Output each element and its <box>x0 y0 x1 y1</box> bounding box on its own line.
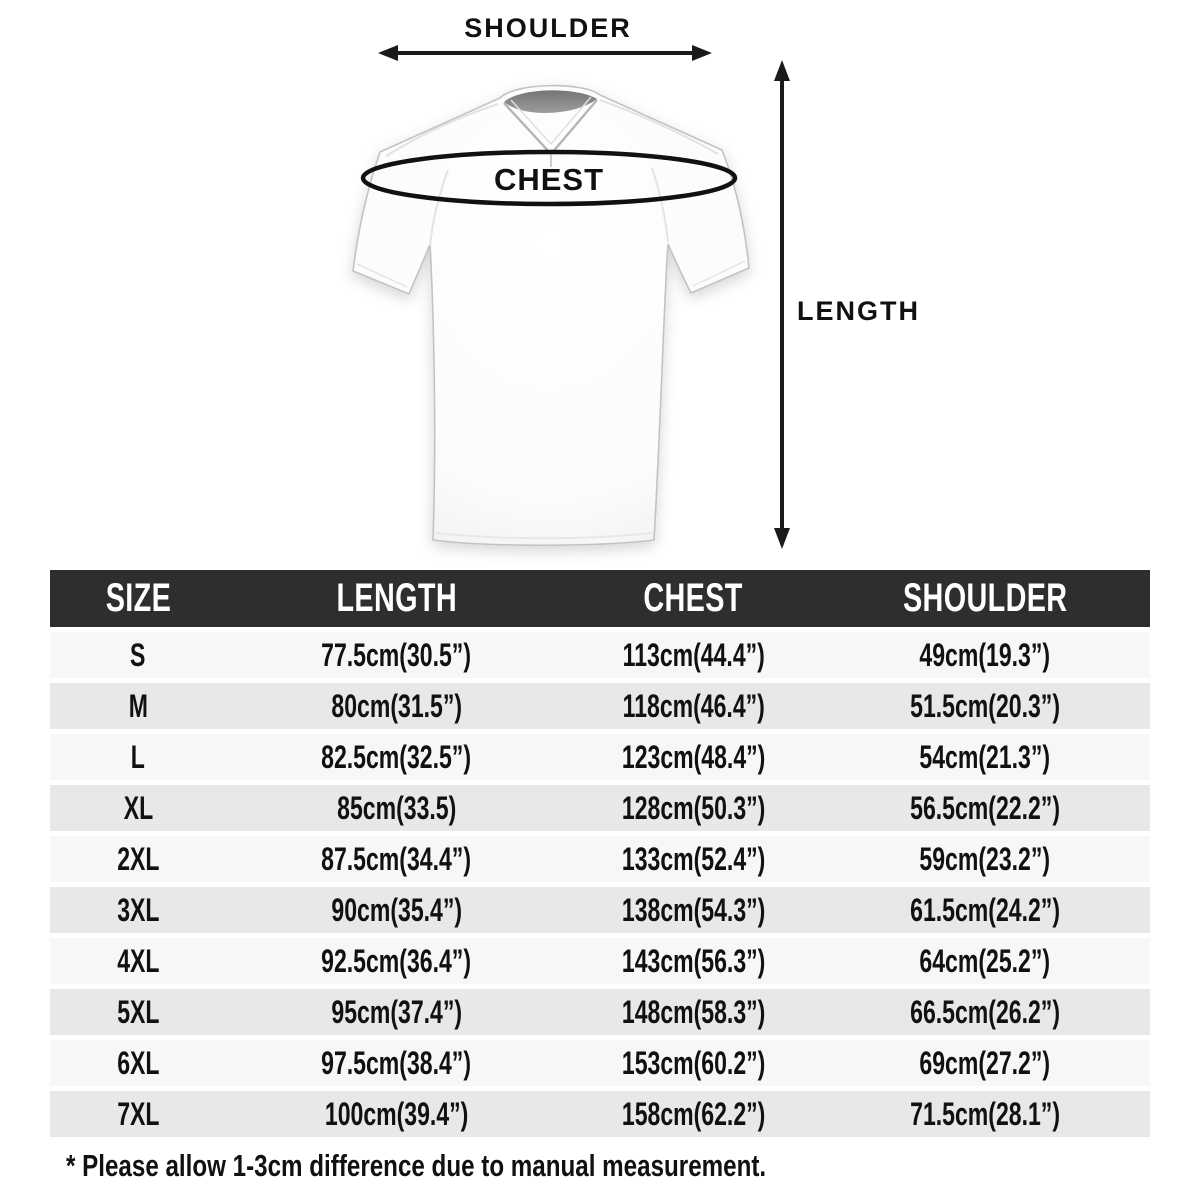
size-cell: S <box>130 636 146 673</box>
chest-cell: 153cm(60.2”) <box>621 1044 766 1081</box>
length-measure-label: LENGTH <box>797 296 920 326</box>
table-row-s <box>50 632 1150 678</box>
size-cell: 2XL <box>116 840 160 877</box>
length-arrow <box>774 60 790 549</box>
length-cell: 100cm(39.4”) <box>324 1095 469 1132</box>
size-cell: XL <box>123 789 153 826</box>
chest-cell: 138cm(54.3”) <box>621 891 766 928</box>
shoulder-cell: 51.5cm(20.3”) <box>910 687 1060 724</box>
size-table <box>50 570 1150 1137</box>
shoulder-arrow <box>378 45 712 61</box>
shoulder-cell: 59cm(23.2”) <box>919 840 1051 877</box>
measurement-diagram <box>0 0 1200 570</box>
table-row-m <box>50 683 1150 729</box>
length-cell: 95cm(37.4”) <box>331 993 462 1030</box>
chest-cell: 158cm(62.2”) <box>621 1095 766 1132</box>
table-row-7xl <box>50 1091 1150 1137</box>
size-cell: M <box>128 687 148 724</box>
shoulder-measure-label: SHOULDER <box>464 13 632 43</box>
chest-cell: 123cm(48.4”) <box>621 738 766 775</box>
chest-cell: 113cm(44.4”) <box>622 636 765 673</box>
shoulder-cell: 64cm(25.2”) <box>919 942 1051 979</box>
column-header-length: LENGTH <box>336 576 457 620</box>
chest-cell: 118cm(46.4”) <box>622 687 765 724</box>
shoulder-cell: 61.5cm(24.2”) <box>910 891 1060 928</box>
chest-cell: 148cm(58.3”) <box>621 993 766 1030</box>
shoulder-cell: 54cm(21.3”) <box>919 738 1051 775</box>
table-row-6xl <box>50 1040 1150 1086</box>
table-row-4xl <box>50 938 1150 984</box>
length-cell: 82.5cm(32.5”) <box>321 738 472 775</box>
column-header-shoulder: SHOULDER <box>902 576 1068 620</box>
length-cell: 77.5cm(30.5”) <box>321 636 472 673</box>
shoulder-cell: 66.5cm(26.2”) <box>910 993 1060 1030</box>
size-cell: L <box>130 738 146 775</box>
length-cell: 92.5cm(36.4”) <box>321 942 472 979</box>
shoulder-cell: 49cm(19.3”) <box>919 636 1051 673</box>
length-cell: 85cm(33.5) <box>336 789 457 826</box>
column-header-size: SIZE <box>105 576 171 620</box>
size-cell: 7XL <box>116 1095 160 1132</box>
tshirt-illustration <box>353 86 749 546</box>
shoulder-cell: 71.5cm(28.1”) <box>910 1095 1060 1132</box>
size-cell: 6XL <box>116 1044 160 1081</box>
measurement-disclaimer: * Please allow 1-3cm difference due to manual measurement. <box>66 1148 767 1183</box>
chest-cell: 128cm(50.3”) <box>621 789 766 826</box>
shoulder-cell: 56.5cm(22.2”) <box>910 789 1060 826</box>
length-cell: 80cm(31.5”) <box>331 687 462 724</box>
table-row-2xl <box>50 836 1150 882</box>
shoulder-cell: 69cm(27.2”) <box>919 1044 1051 1081</box>
size-cell: 5XL <box>116 993 160 1030</box>
chest-measure-label: CHEST <box>493 162 605 197</box>
table-row-xl <box>50 785 1150 831</box>
length-cell: 90cm(35.4”) <box>331 891 462 928</box>
chest-cell: 143cm(56.3”) <box>621 942 766 979</box>
size-cell: 3XL <box>116 891 160 928</box>
table-row-l <box>50 734 1150 780</box>
table-row-3xl <box>50 887 1150 933</box>
length-cell: 87.5cm(34.4”) <box>321 840 472 877</box>
size-cell: 4XL <box>116 942 160 979</box>
length-cell: 97.5cm(38.4”) <box>321 1044 472 1081</box>
table-row-5xl <box>50 989 1150 1035</box>
tshirt-graphic <box>0 0 1200 570</box>
column-header-chest: CHEST <box>643 576 744 620</box>
table-header-row <box>50 570 1150 627</box>
chest-cell: 133cm(52.4”) <box>621 840 766 877</box>
